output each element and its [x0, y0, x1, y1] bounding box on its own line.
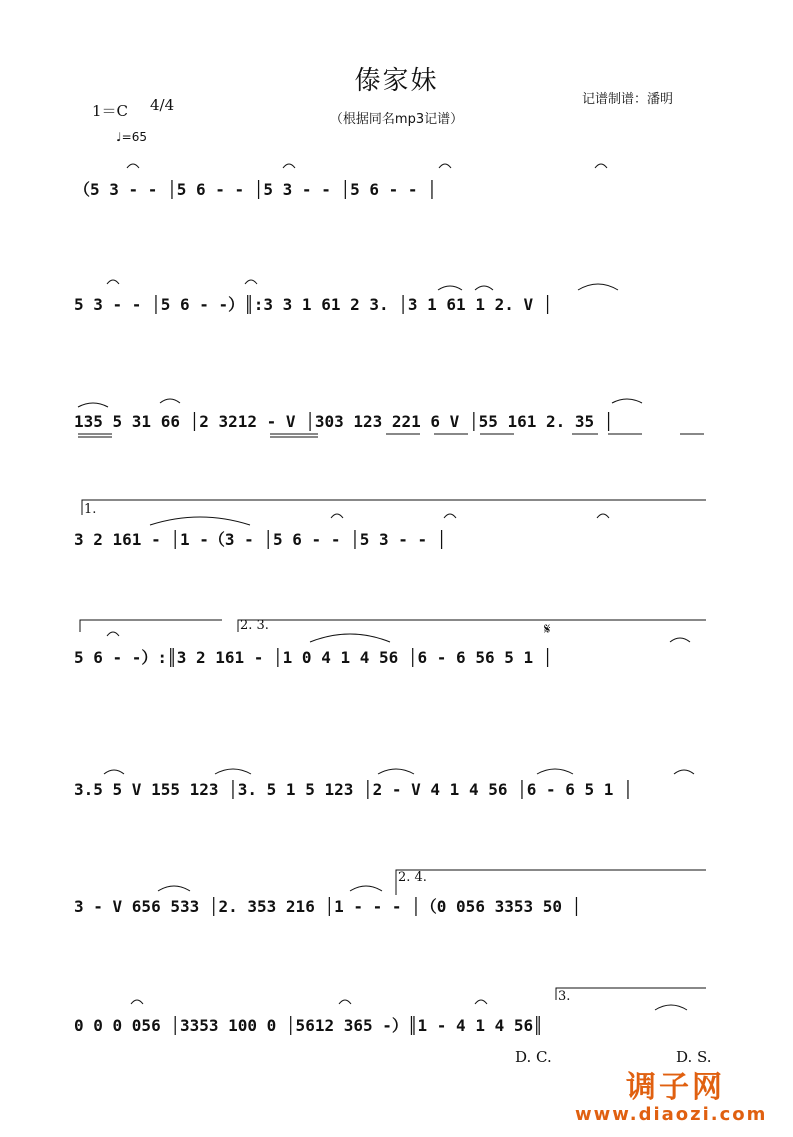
site-logo: 调子网 — [626, 1070, 725, 1105]
time-signature: 4/4 — [150, 96, 175, 114]
score-line-4: 3 2 161 - │1 -（3 - │5 6 - - │5 3 - - │ — [74, 530, 447, 549]
score-line-5: 5 6 - -）:║3 2 161 - │1 0 4 1 4 56 │6 - 6 56 5 1 │ — [74, 648, 553, 667]
score-line-7: 3 - V 656 533 │2. 353 216 │1 - - - │（0 056 3353 50 │ — [74, 897, 582, 916]
ds-marking: D. S. — [676, 1048, 712, 1066]
score-line-2: 5 3 - - │5 6 - -）║:3 3 1 61 2 3. │3 1 61 1 2. V │ — [74, 295, 553, 314]
tempo-marking: ♩=65 — [116, 130, 147, 144]
volta-3-label: 3. — [558, 989, 571, 1004]
volta-23-label: 2. 3. — [240, 618, 269, 633]
transcriber-credit: 记谱制谱：潘明 — [582, 92, 674, 107]
score-title: 傣家妹 — [354, 66, 439, 96]
site-url: www.diaozi.com — [575, 1104, 768, 1125]
score-line-3: 135 5 31 66 │2 3212 - V │303 123 221 6 V │55 161 2. 35 │ — [74, 412, 614, 431]
score-subtitle: （根据同名mp3记谱） — [329, 112, 464, 127]
volta-1-label: 1. — [84, 502, 97, 517]
key-signature: 1＝C — [92, 102, 129, 120]
dc-marking: D. C. — [515, 1048, 552, 1066]
score-line-8: 0 0 0 056 │3353 100 0 │5612 365 -）║1 - 4 1 4 56║ — [74, 1016, 543, 1035]
segno-sign: 𝄋 — [544, 620, 551, 638]
volta-24-label: 2. 4. — [398, 870, 427, 885]
score-line-1: （5 3 - - │5 6 - - │5 3 - - │5 6 - - │ — [74, 180, 437, 199]
score-line-6: 3.5 5 V 155 123 │3. 5 1 5 123 │2 - V 4 1 4 56 │6 - 6 5 1 │ — [74, 780, 633, 799]
